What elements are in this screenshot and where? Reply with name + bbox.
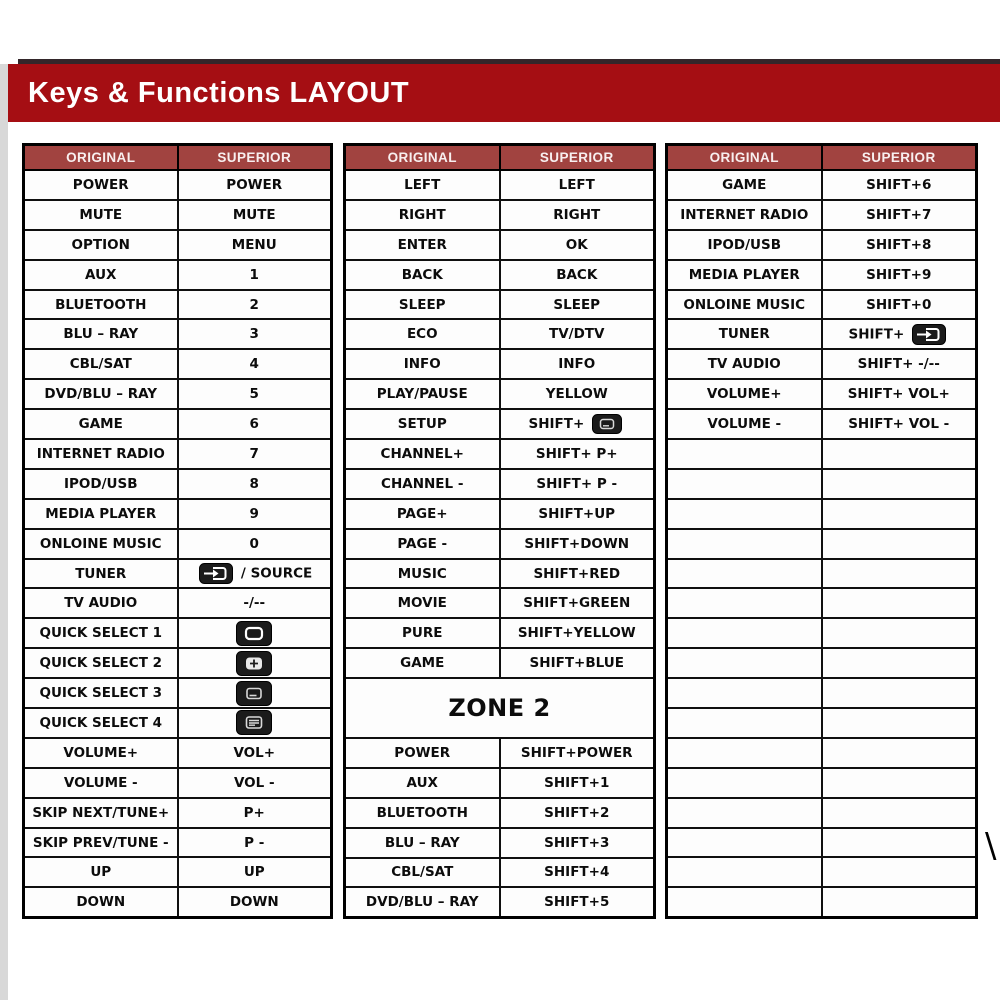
original-cell: CBL/SAT <box>24 349 178 379</box>
table-row <box>24 738 332 768</box>
table-row <box>667 887 977 917</box>
original-cell <box>667 887 822 917</box>
superior-cell: SHIFT+8 <box>822 230 977 260</box>
table-row <box>345 319 655 349</box>
table-row <box>345 230 655 260</box>
table-row <box>667 857 977 887</box>
table-row <box>345 768 655 798</box>
original-cell: QUICK SELECT 3 <box>24 678 178 708</box>
table-row <box>667 738 977 768</box>
original-cell: BLUETOOTH <box>24 290 178 320</box>
superior-cell <box>822 319 977 349</box>
original-cell: AUX <box>345 768 500 798</box>
table-row <box>24 559 332 589</box>
superior-cell <box>822 559 977 589</box>
original-cell: BACK <box>345 260 500 290</box>
original-cell: ENTER <box>345 230 500 260</box>
superior-cell: RIGHT <box>500 200 655 230</box>
original-cell: GAME <box>667 170 822 200</box>
keymap-table-right <box>665 143 978 919</box>
original-cell: TV AUDIO <box>667 349 822 379</box>
original-cell: SLEEP <box>345 290 500 320</box>
superior-cell: VOL - <box>178 768 332 798</box>
superior-cell <box>178 648 332 678</box>
superior-cell <box>178 618 332 648</box>
table-row <box>667 499 977 529</box>
original-cell <box>667 828 822 858</box>
original-cell: PLAY/PAUSE <box>345 379 500 409</box>
table-row <box>667 828 977 858</box>
superior-cell: SHIFT+POWER <box>500 738 655 768</box>
original-cell: ONLOINE MUSIC <box>667 290 822 320</box>
table-row <box>24 230 332 260</box>
original-cell: VOLUME+ <box>24 738 178 768</box>
original-cell: MEDIA PLAYER <box>24 499 178 529</box>
original-cell: POWER <box>24 170 178 200</box>
superior-cell <box>822 708 977 738</box>
superior-cell: SHIFT+DOWN <box>500 529 655 559</box>
original-cell <box>667 469 822 499</box>
superior-cell <box>822 588 977 618</box>
table-row <box>345 559 655 589</box>
original-cell <box>667 678 822 708</box>
superior-cell: OK <box>500 230 655 260</box>
cell-text: / SOURCE <box>236 565 313 582</box>
superior-cell: 5 <box>178 379 332 409</box>
table-row <box>667 230 977 260</box>
table-row <box>345 588 655 618</box>
original-cell <box>667 529 822 559</box>
table-row <box>24 290 332 320</box>
superior-cell: SHIFT+ -/-- <box>822 349 977 379</box>
original-cell: TV AUDIO <box>24 588 178 618</box>
table-row <box>345 858 655 888</box>
superior-cell <box>822 887 977 917</box>
original-cell <box>667 768 822 798</box>
original-cell: CHANNEL+ <box>345 439 500 469</box>
original-cell: BLU – RAY <box>24 319 178 349</box>
original-cell <box>667 738 822 768</box>
table-row <box>667 349 977 379</box>
superior-cell: LEFT <box>500 170 655 200</box>
superior-cell: 6 <box>178 409 332 439</box>
table-row <box>667 618 977 648</box>
superior-cell: TV/DTV <box>500 319 655 349</box>
table-header-row <box>667 145 977 171</box>
original-cell: MUSIC <box>345 559 500 589</box>
table-row <box>667 798 977 828</box>
table-row <box>667 559 977 589</box>
table-row <box>667 529 977 559</box>
original-cell: PURE <box>345 618 500 648</box>
cell-text: SHIFT+ <box>848 326 909 343</box>
table-row <box>24 349 332 379</box>
original-cell <box>667 648 822 678</box>
table-row <box>667 439 977 469</box>
table-row <box>345 648 655 678</box>
superior-cell: SHIFT+ P+ <box>500 439 655 469</box>
table-row <box>24 708 332 738</box>
original-cell: SKIP PREV/TUNE - <box>24 828 178 858</box>
original-cell <box>667 708 822 738</box>
superior-cell <box>822 768 977 798</box>
original-cell <box>667 588 822 618</box>
original-cell <box>667 499 822 529</box>
watermark-stroke: \ <box>985 826 997 866</box>
table-row <box>24 887 332 917</box>
table-row <box>24 499 332 529</box>
superior-cell: SHIFT+ VOL+ <box>822 379 977 409</box>
superior-cell: SHIFT+RED <box>500 559 655 589</box>
table-row <box>667 678 977 708</box>
superior-cell: 8 <box>178 469 332 499</box>
original-cell: TUNER <box>667 319 822 349</box>
superior-cell: SHIFT+4 <box>500 858 655 888</box>
quick-select-3-icon <box>236 681 272 706</box>
superior-cell <box>822 618 977 648</box>
original-cell: SKIP NEXT/TUNE+ <box>24 798 178 828</box>
superior-cell: SHIFT+0 <box>822 290 977 320</box>
original-cell: QUICK SELECT 1 <box>24 618 178 648</box>
table-row <box>667 768 977 798</box>
table-row <box>345 529 655 559</box>
table-row <box>667 319 977 349</box>
superior-cell: -/-- <box>178 588 332 618</box>
superior-cell: P+ <box>178 798 332 828</box>
original-cell: DVD/BLU – RAY <box>345 887 500 917</box>
original-cell: MUTE <box>24 200 178 230</box>
column-header-original: ORIGINAL <box>667 145 822 171</box>
superior-cell: MUTE <box>178 200 332 230</box>
column-header-original: ORIGINAL <box>345 145 500 171</box>
column-header-original: ORIGINAL <box>24 145 178 171</box>
original-cell: DVD/BLU – RAY <box>24 379 178 409</box>
superior-cell: UP <box>178 857 332 887</box>
table-row <box>24 588 332 618</box>
table-row <box>345 170 655 200</box>
superior-cell: SHIFT+ VOL - <box>822 409 977 439</box>
original-cell: CHANNEL - <box>345 469 500 499</box>
table-row <box>24 648 332 678</box>
superior-cell: DOWN <box>178 887 332 917</box>
original-cell: AUX <box>24 260 178 290</box>
table-row <box>667 469 977 499</box>
table-row <box>24 768 332 798</box>
superior-cell <box>822 648 977 678</box>
table-row <box>24 857 332 887</box>
superior-cell <box>822 499 977 529</box>
table-row <box>345 499 655 529</box>
original-cell: CBL/SAT <box>345 858 500 888</box>
superior-cell: POWER <box>178 170 332 200</box>
page-left-edge <box>0 64 8 1000</box>
superior-cell: SHIFT+7 <box>822 200 977 230</box>
original-cell: UP <box>24 857 178 887</box>
superior-cell <box>822 798 977 828</box>
setup-button-icon <box>592 414 622 434</box>
original-cell: IPOD/USB <box>667 230 822 260</box>
table-row <box>667 648 977 678</box>
superior-cell <box>822 439 977 469</box>
original-cell: IPOD/USB <box>24 469 178 499</box>
superior-cell <box>822 678 977 708</box>
superior-cell: SHIFT+9 <box>822 260 977 290</box>
keymap-table-left <box>22 143 333 919</box>
column-header-superior: SUPERIOR <box>500 145 655 171</box>
column-header-superior: SUPERIOR <box>178 145 332 171</box>
table-row <box>345 200 655 230</box>
original-cell <box>667 798 822 828</box>
superior-cell: YELLOW <box>500 379 655 409</box>
original-cell: ONLOINE MUSIC <box>24 529 178 559</box>
superior-cell: SHIFT+GREEN <box>500 588 655 618</box>
superior-cell: INFO <box>500 349 655 379</box>
superior-cell: SHIFT+YELLOW <box>500 618 655 648</box>
table-header-row <box>24 145 332 171</box>
original-cell: VOLUME - <box>24 768 178 798</box>
superior-cell <box>822 469 977 499</box>
table-row <box>345 409 655 439</box>
superior-cell <box>500 409 655 439</box>
table-row <box>24 200 332 230</box>
superior-cell <box>822 738 977 768</box>
table-row <box>345 379 655 409</box>
table-row <box>667 588 977 618</box>
table-row <box>667 708 977 738</box>
keymap-table-middle <box>343 143 656 919</box>
original-cell: VOLUME+ <box>667 379 822 409</box>
original-cell <box>667 857 822 887</box>
superior-cell <box>822 828 977 858</box>
original-cell: POWER <box>345 738 500 768</box>
original-cell: OPTION <box>24 230 178 260</box>
superior-cell: SHIFT+2 <box>500 798 655 828</box>
original-cell: PAGE - <box>345 529 500 559</box>
superior-cell: 1 <box>178 260 332 290</box>
table-row <box>667 260 977 290</box>
table-row <box>345 290 655 320</box>
table-row <box>667 200 977 230</box>
original-cell: PAGE+ <box>345 499 500 529</box>
superior-cell: 0 <box>178 529 332 559</box>
source-icon <box>199 563 233 584</box>
superior-cell: BACK <box>500 260 655 290</box>
original-cell: GAME <box>24 409 178 439</box>
table-row <box>24 469 332 499</box>
source-icon <box>912 324 946 345</box>
original-cell: SETUP <box>345 409 500 439</box>
original-cell: BLUETOOTH <box>345 798 500 828</box>
cell-text: SHIFT+ <box>528 416 589 433</box>
table-header-row <box>345 145 655 171</box>
original-cell: INFO <box>345 349 500 379</box>
column-header-superior: SUPERIOR <box>822 145 977 171</box>
superior-cell <box>178 708 332 738</box>
table-row <box>345 887 655 917</box>
original-cell <box>667 439 822 469</box>
original-cell: TUNER <box>24 559 178 589</box>
table-row <box>345 469 655 499</box>
superior-cell: 7 <box>178 439 332 469</box>
superior-cell <box>178 559 332 589</box>
table-row <box>24 828 332 858</box>
table-row <box>24 439 332 469</box>
superior-cell: 9 <box>178 499 332 529</box>
table-row <box>24 618 332 648</box>
table-row <box>345 738 655 768</box>
zone-2-section-header: ZONE 2 <box>345 678 655 738</box>
table-row <box>345 260 655 290</box>
original-cell: INTERNET RADIO <box>667 200 822 230</box>
superior-cell: 3 <box>178 319 332 349</box>
table-row <box>24 529 332 559</box>
superior-cell: SHIFT+UP <box>500 499 655 529</box>
original-cell: GAME <box>345 648 500 678</box>
table-row <box>345 798 655 828</box>
original-cell: RIGHT <box>345 200 500 230</box>
table-row <box>24 678 332 708</box>
table-row <box>345 618 655 648</box>
superior-cell: SHIFT+BLUE <box>500 648 655 678</box>
original-cell <box>667 559 822 589</box>
original-cell: LEFT <box>345 170 500 200</box>
quick-select-1-icon <box>236 621 272 646</box>
superior-cell: SHIFT+6 <box>822 170 977 200</box>
original-cell: QUICK SELECT 2 <box>24 648 178 678</box>
original-cell: ECO <box>345 319 500 349</box>
quick-select-4-icon <box>236 710 272 735</box>
table-row <box>345 828 655 858</box>
table-row <box>667 379 977 409</box>
superior-cell: SHIFT+5 <box>500 887 655 917</box>
table-row <box>24 170 332 200</box>
original-cell: INTERNET RADIO <box>24 439 178 469</box>
superior-cell: MENU <box>178 230 332 260</box>
superior-cell: 2 <box>178 290 332 320</box>
table-row <box>667 170 977 200</box>
table-row <box>345 678 655 738</box>
original-cell: MOVIE <box>345 588 500 618</box>
original-cell: VOLUME - <box>667 409 822 439</box>
original-cell: DOWN <box>24 887 178 917</box>
original-cell: BLU – RAY <box>345 828 500 858</box>
superior-cell: 4 <box>178 349 332 379</box>
original-cell: QUICK SELECT 4 <box>24 708 178 738</box>
original-cell <box>667 618 822 648</box>
superior-cell: P - <box>178 828 332 858</box>
superior-cell <box>822 529 977 559</box>
table-row <box>667 290 977 320</box>
table-row <box>24 319 332 349</box>
page-title: Keys & Functions LAYOUT <box>28 76 410 109</box>
quick-select-2-icon <box>236 651 272 676</box>
superior-cell: SHIFT+ P - <box>500 469 655 499</box>
superior-cell: VOL+ <box>178 738 332 768</box>
table-row <box>345 439 655 469</box>
superior-cell <box>178 678 332 708</box>
original-cell: MEDIA PLAYER <box>667 260 822 290</box>
superior-cell: SHIFT+3 <box>500 828 655 858</box>
table-row <box>24 409 332 439</box>
table-row <box>24 379 332 409</box>
superior-cell <box>822 857 977 887</box>
table-row <box>667 409 977 439</box>
table-row <box>24 798 332 828</box>
superior-cell: SHIFT+1 <box>500 768 655 798</box>
title-banner <box>8 64 1000 122</box>
table-row <box>24 260 332 290</box>
table-row <box>345 349 655 379</box>
superior-cell: SLEEP <box>500 290 655 320</box>
